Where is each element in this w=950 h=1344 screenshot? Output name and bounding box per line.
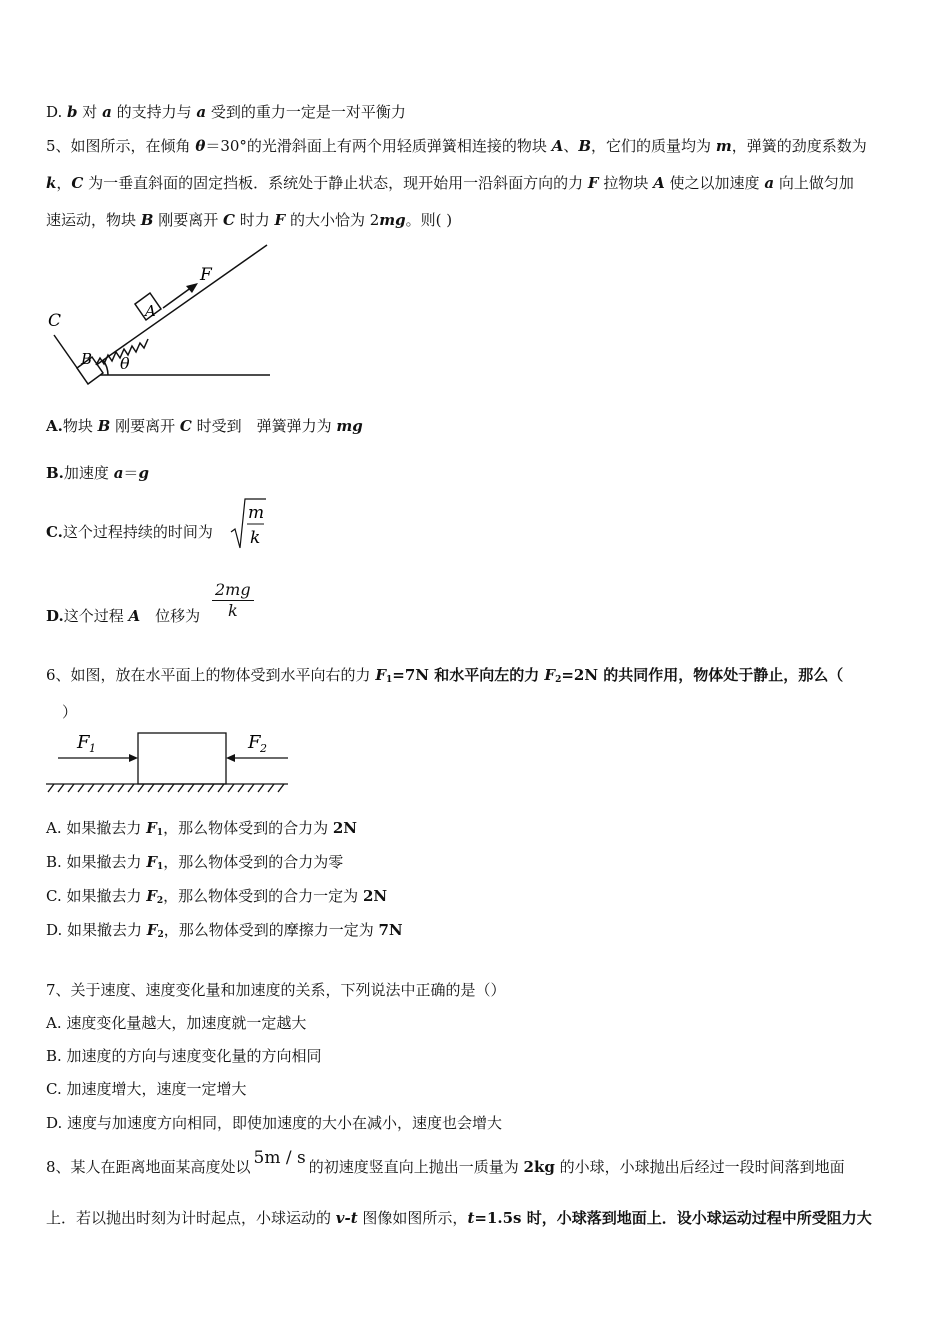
f2-arrow-head [226,754,235,762]
q7-option-c: C. 加速度增大，速度一定增大 [46,1080,247,1098]
q5-stem-line-1: 5、如图所示，在倾角 θ＝30°的光滑斜面上有两个用轻质弹簧相连接的物块 A、B，它们的质量均为 m，弹簧的劲度系数为 [46,137,867,155]
q6-block-figure [44,728,292,798]
q6-option-b: B. 如果撤去力 $F_1$，那么物体受到的合力为零 [46,853,344,872]
speed-value: 5m / s [253,1148,306,1168]
q7-stem: 7、关于速度、速度变化量和加速度的关系，下列说法中正确的是（） [46,981,506,999]
q6-option-a: A. 如果撤去力 $F_1$，那么物体受到的合力为 2N [46,819,357,838]
label-f: F [200,265,212,285]
frac-denominator: k [250,528,261,548]
q8-stem-line-2: 上．若以抛出时刻为计时起点，小球运动的 v-t 图像如图所示，t=1.5s 时，小球落到地面上．设小球运动过程中所受阻力大 [46,1209,872,1227]
incline-line [82,245,267,375]
label-f1-sub: 1 [89,742,96,755]
block [138,733,226,784]
q6-stem-line-1: 6、如图，放在水平面上的物体受到水平向右的力 $F_1=7N$ 和水平向左的力 $F_2=2N$ 的共同作用，物体处于静止，那么（ [46,666,844,685]
floor-hatching [48,784,284,792]
force-arrow-shaft [163,287,192,308]
q5-option-d-formula [212,580,254,621]
frac-numerator: 2mg [212,580,254,601]
q4-option-d: D. b 对 a 的支持力与 a 受到的重力一定是一对平衡力 [46,103,406,121]
label-c: C [48,311,62,331]
q7-option-d: D. 速度与加速度方向相同，即使加速度的大小在减小，速度也会增大 [46,1114,503,1132]
q5-stem-line-3: 速运动，物块 B 刚要离开 C 时力 F 的大小恰为 2mg。则( ) [46,211,453,229]
label-theta: θ [120,354,130,373]
q5-option-d: D.这个过程 A 位移为 [46,607,201,625]
q6-stem-line-2: ） [62,703,78,721]
f1-arrow-head [129,754,138,762]
force-arrow-head [186,283,198,293]
label-f2: F [248,732,261,753]
frac-denominator: k [227,601,238,620]
q5-option-b: B.加速度 a＝g [46,464,149,482]
q7-option-b: B. 加速度的方向与速度变化量的方向相同 [46,1047,322,1065]
label-b: B [81,350,93,368]
q8-stem-line-1: 8、某人在距离地面某高度处以 5m / s 的初速度竖直向上抛出一质量为 2kg 的小球，小球抛出后经过一段时间落到地面 [46,1148,845,1176]
q5-stem-line-2: k，C 为一垂直斜面的固定挡板．系统处于静止状态，现开始用一沿斜面方向的力 F 拉物块 A 使之以加速度 a 向上做匀加 [46,174,854,192]
q5-option-a: A.物块 B 刚要离开 C 时受到 弹簧弹力为 mg [46,417,363,435]
label-f1: F [77,732,90,753]
q5-option-c-sqrt-formula [228,496,268,552]
label-a: A [145,302,156,320]
q6-option-c: C. 如果撤去力 $F_2$，那么物体受到的合力一定为 2N [46,887,388,906]
q6-option-d: D. 如果撤去力 $F_2$，那么物体受到的摩擦力一定为 7N [46,921,403,940]
q5-option-c: C.这个过程持续的时间为 [46,523,213,541]
label-f2-sub: 2 [260,742,267,755]
frac-numerator: m [248,503,265,523]
q5-incline-figure [40,240,280,385]
q7-option-a: A. 速度变化量越大，加速度就一定越大 [46,1014,307,1032]
